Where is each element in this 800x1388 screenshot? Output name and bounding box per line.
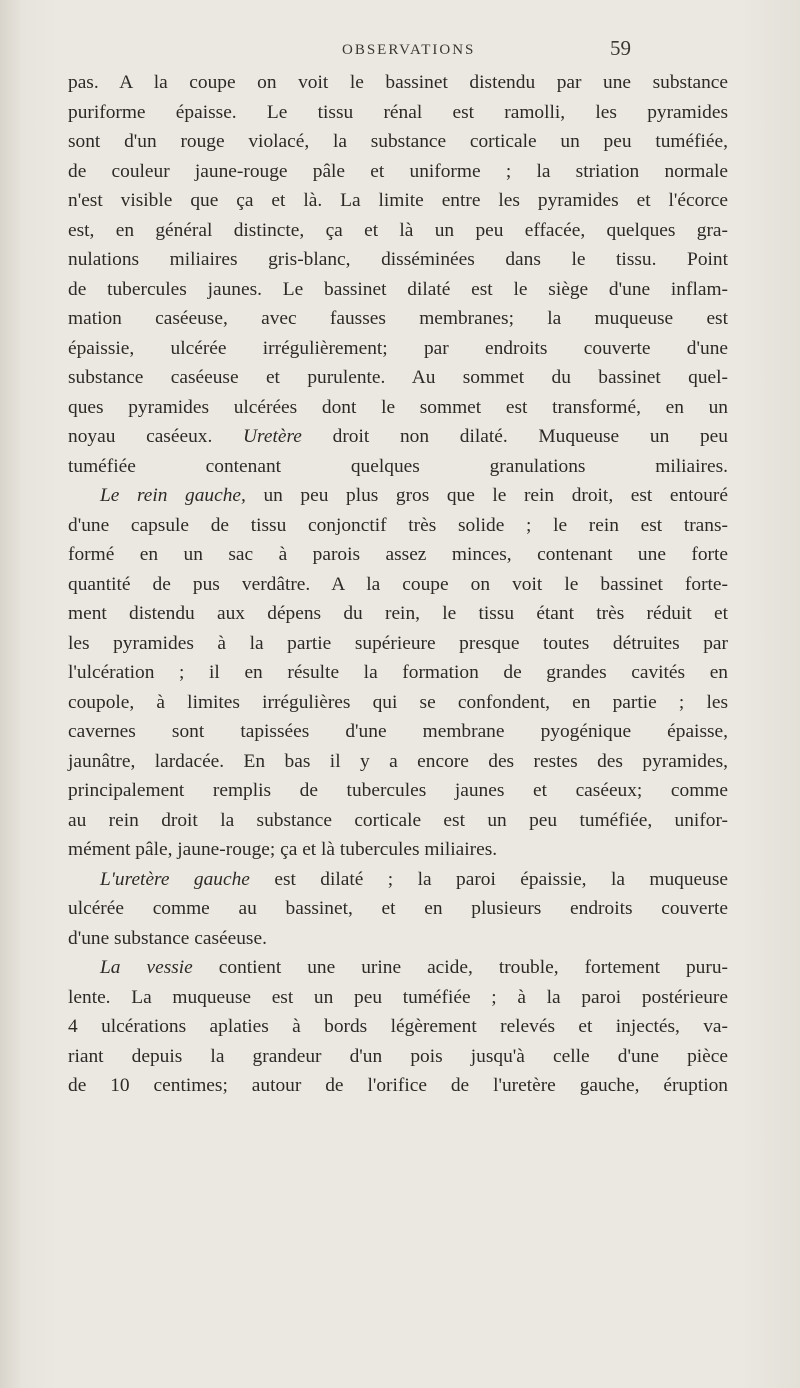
text-line-with-heading [68, 953, 728, 983]
text-line: ulcérée comme au bassinet, et en plusieurs endroits couverte [68, 898, 728, 919]
text-line: principalement remplis de tubercules jaunes et caséeux; comme [68, 780, 728, 801]
text-line: de 10 centimes; autour de l'orifice de l'uretère gauche, éruption [68, 1075, 728, 1096]
text-line: au rein droit la substance corticale est un peu tuméfiée, unifor- [68, 809, 728, 831]
text-line: mation caséeuse, avec fausses membranes; la muqueuse est [68, 308, 728, 329]
uretere-droit-heading: Uretère [243, 426, 302, 447]
text-line: substance caséeuse et purulente. Au sommet du bassinet quel- [68, 367, 728, 388]
body-text [68, 68, 728, 1101]
text-line-with-heading [68, 865, 728, 895]
text-fragment: contient une urine acide, trouble, fortement puru- [218, 957, 728, 978]
text-line: de couleur jaune-rouge pâle et uniforme ; la striation normale [68, 160, 728, 182]
text-line: d'une capsule de tissu conjonctif très solide ; le rein est trans- [68, 514, 728, 536]
text-fragment: est dilaté ; la paroi épaissie, la muqueuse [274, 868, 728, 890]
page-number: 59 [610, 36, 631, 60]
text-line: coupole, à limites irrégulières qui se confondent, en partie ; les [68, 691, 728, 713]
text-line: l'ulcération ; il en résulte la formation de grandes cavités en [68, 662, 728, 683]
vessie-heading: La vessie [100, 957, 193, 978]
rein-gauche-heading: Le rein gauche, [100, 485, 246, 506]
text-line: jaunâtre, lardacée. En bas il y a encore des restes des pyramides, [68, 750, 728, 772]
text-line-with-heading [68, 422, 728, 452]
text-line: puriforme épaisse. Le tissu rénal est ramolli, les pyramides [68, 101, 728, 123]
running-head: OBSERVATIONS [342, 42, 476, 58]
text-line-with-heading [68, 481, 728, 511]
text-line: pas. A la coupe on voit le bassinet distendu par une substance [68, 72, 728, 93]
page-header [0, 36, 800, 66]
text-line: formé en un sac à parois assez minces, contenant une forte [68, 544, 728, 565]
text-line: ques pyramides ulcérées dont le sommet est transformé, en un [68, 396, 728, 418]
text-line: n'est visible que ça et là. La limite entre les pyramides et l'écorce [68, 190, 728, 211]
text-line: 4 ulcérations aplaties à bords légèrement relevés et injectés, va- [68, 1016, 728, 1037]
text-line: d'une substance caséeuse. [68, 927, 267, 949]
text-fragment: un peu plus gros que le rein droit, est entouré [263, 485, 728, 506]
text-fragment: droit non dilaté. Muqueuse un peu [332, 426, 728, 447]
text-line: lente. La muqueuse est un peu tuméfiée ; à la paroi postérieure [68, 986, 728, 1008]
text-line: riant depuis la grandeur d'un pois jusqu'à celle d'une pièce [68, 1045, 728, 1067]
text-fragment: noyau caséeux. [68, 426, 213, 447]
text-line: mément pâle, jaune-rouge; ça et là tubercules miliaires. [68, 839, 498, 860]
text-line: tuméfiée contenant quelques granulations miliaires. [68, 455, 728, 477]
text-line: épaissie, ulcérée irrégulièrement; par endroits couverte d'une [68, 337, 728, 359]
text-line: est, en général distincte, ça et là un peu effacée, quelques gra- [68, 219, 728, 241]
text-line: nulations miliaires gris-blanc, disséminées dans le tissu. Point [68, 249, 728, 270]
text-line: cavernes sont tapissées d'une membrane pyogénique épaisse, [68, 721, 728, 742]
uretere-gauche-heading: L'uretère gauche [100, 868, 250, 890]
text-line: ment distendu aux dépens du rein, le tissu étant très réduit et [68, 603, 728, 624]
text-line: de tubercules jaunes. Le bassinet dilaté est le siège d'une inflam- [68, 278, 728, 300]
text-line: les pyramides à la partie supérieure presque toutes détruites par [68, 632, 728, 654]
text-line: sont d'un rouge violacé, la substance corticale un peu tuméfiée, [68, 131, 728, 152]
text-line: quantité de pus verdâtre. A la coupe on voit le bassinet forte- [68, 573, 728, 595]
